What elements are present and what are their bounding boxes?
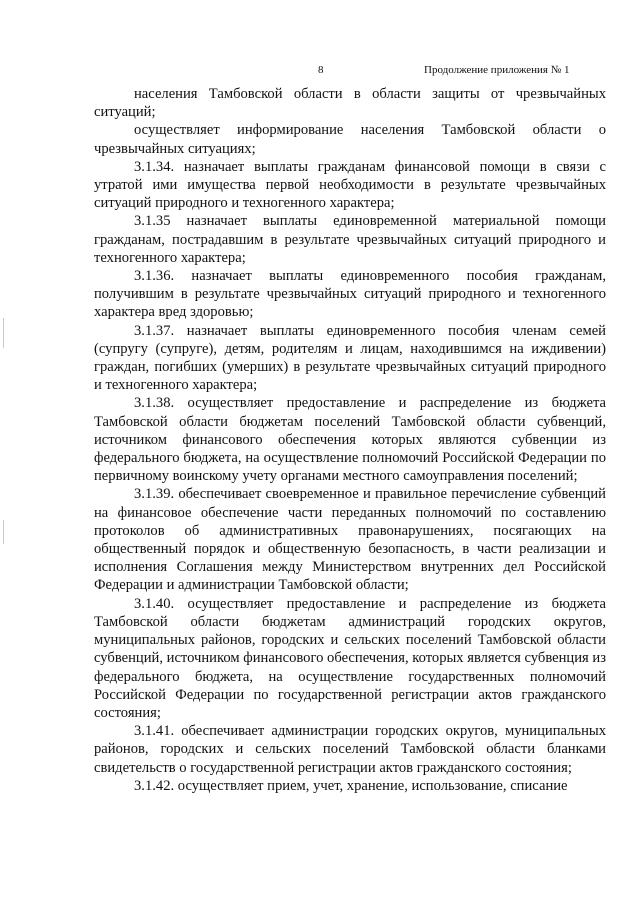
paragraph: 3.1.39. обеспечивает своевременное и правильное перечисление субвенций на финансовое обеспечение части переданных полномочий по составлению протоколов об административных правонарушениях, посягающих на общественный порядок и общественную безопасность, в части реализации и исполнения Соглашения между Министерством внутренних дел Российской Федерации и администрации Тамбовской области; bbox=[94, 486, 606, 594]
page-header bbox=[0, 64, 640, 82]
scan-edge-mark bbox=[3, 318, 4, 348]
page-number: 8 bbox=[318, 64, 324, 76]
scan-edge-mark bbox=[3, 520, 4, 544]
paragraph: 3.1.35 назначает выплаты единовременной материальной помощи гражданам, пострадавшим в результате чрезвычайных ситуаций природного и техногенного характера; bbox=[94, 213, 606, 266]
paragraph: 3.1.40. осуществляет предоставление и распределение из бюджета Тамбовской области бюджетам администраций городских округов, муниципальных районов, городских и сельских поселений Тамбовской области субвенций, источником финансового обеспечения, которых является субвенция из федерального бюджета, на осуществление государственных полномочий Российской Федерации по государственной регистрации актов гражданского состояния; bbox=[94, 595, 606, 721]
paragraph: 3.1.34. назначает выплаты гражданам финансовой помощи в связи с утратой ими имущества первой необходимости в результате чрезвычайных ситуаций природного и техногенного характера; bbox=[94, 158, 606, 212]
paragraph: 3.1.37. назначает выплаты единовременного пособия членам семей (супругу (супруге), детям, родителям и лицам, находившимся на иждивении) граждан, погибших (умерших) в результате чрезвычайных ситуаций природного и техногенного характера; bbox=[94, 322, 606, 394]
paragraph: 3.1.41. обеспечивает администрации городских округов, муниципальных районов, городских и сельских поселений Тамбовской области бланками свидетельств о государственной регистрации актов гражданского состояния; bbox=[94, 723, 606, 776]
paragraph: 3.1.36. назначает выплаты единовременного пособия гражданам, получившим в результате чрезвычайных ситуаций природного и техногенного характера вред здоровью; bbox=[94, 268, 606, 321]
paragraph: 3.1.38. осуществляет предоставление и распределение из бюджета Тамбовской области бюджетам поселений Тамбовской области субвенций, источником финансового обеспечения которых являются субвенции из федерального бюджета, на осуществление полномочий Российской Федерации по первичному воинскому учету органами местного самоуправления поселений; bbox=[94, 395, 606, 485]
paragraph: населения Тамбовской области в области защиты от чрезвычайных ситуаций; bbox=[94, 86, 606, 121]
paragraph: 3.1.42. осуществляет прием, учет, хранение, использование, списание bbox=[134, 777, 568, 794]
document-body bbox=[94, 85, 606, 795]
appendix-continuation-note: Продолжение приложения № 1 bbox=[424, 64, 570, 76]
paragraph: осуществляет информирование населения Тамбовской области о чрезвычайных ситуациях; bbox=[94, 122, 606, 157]
